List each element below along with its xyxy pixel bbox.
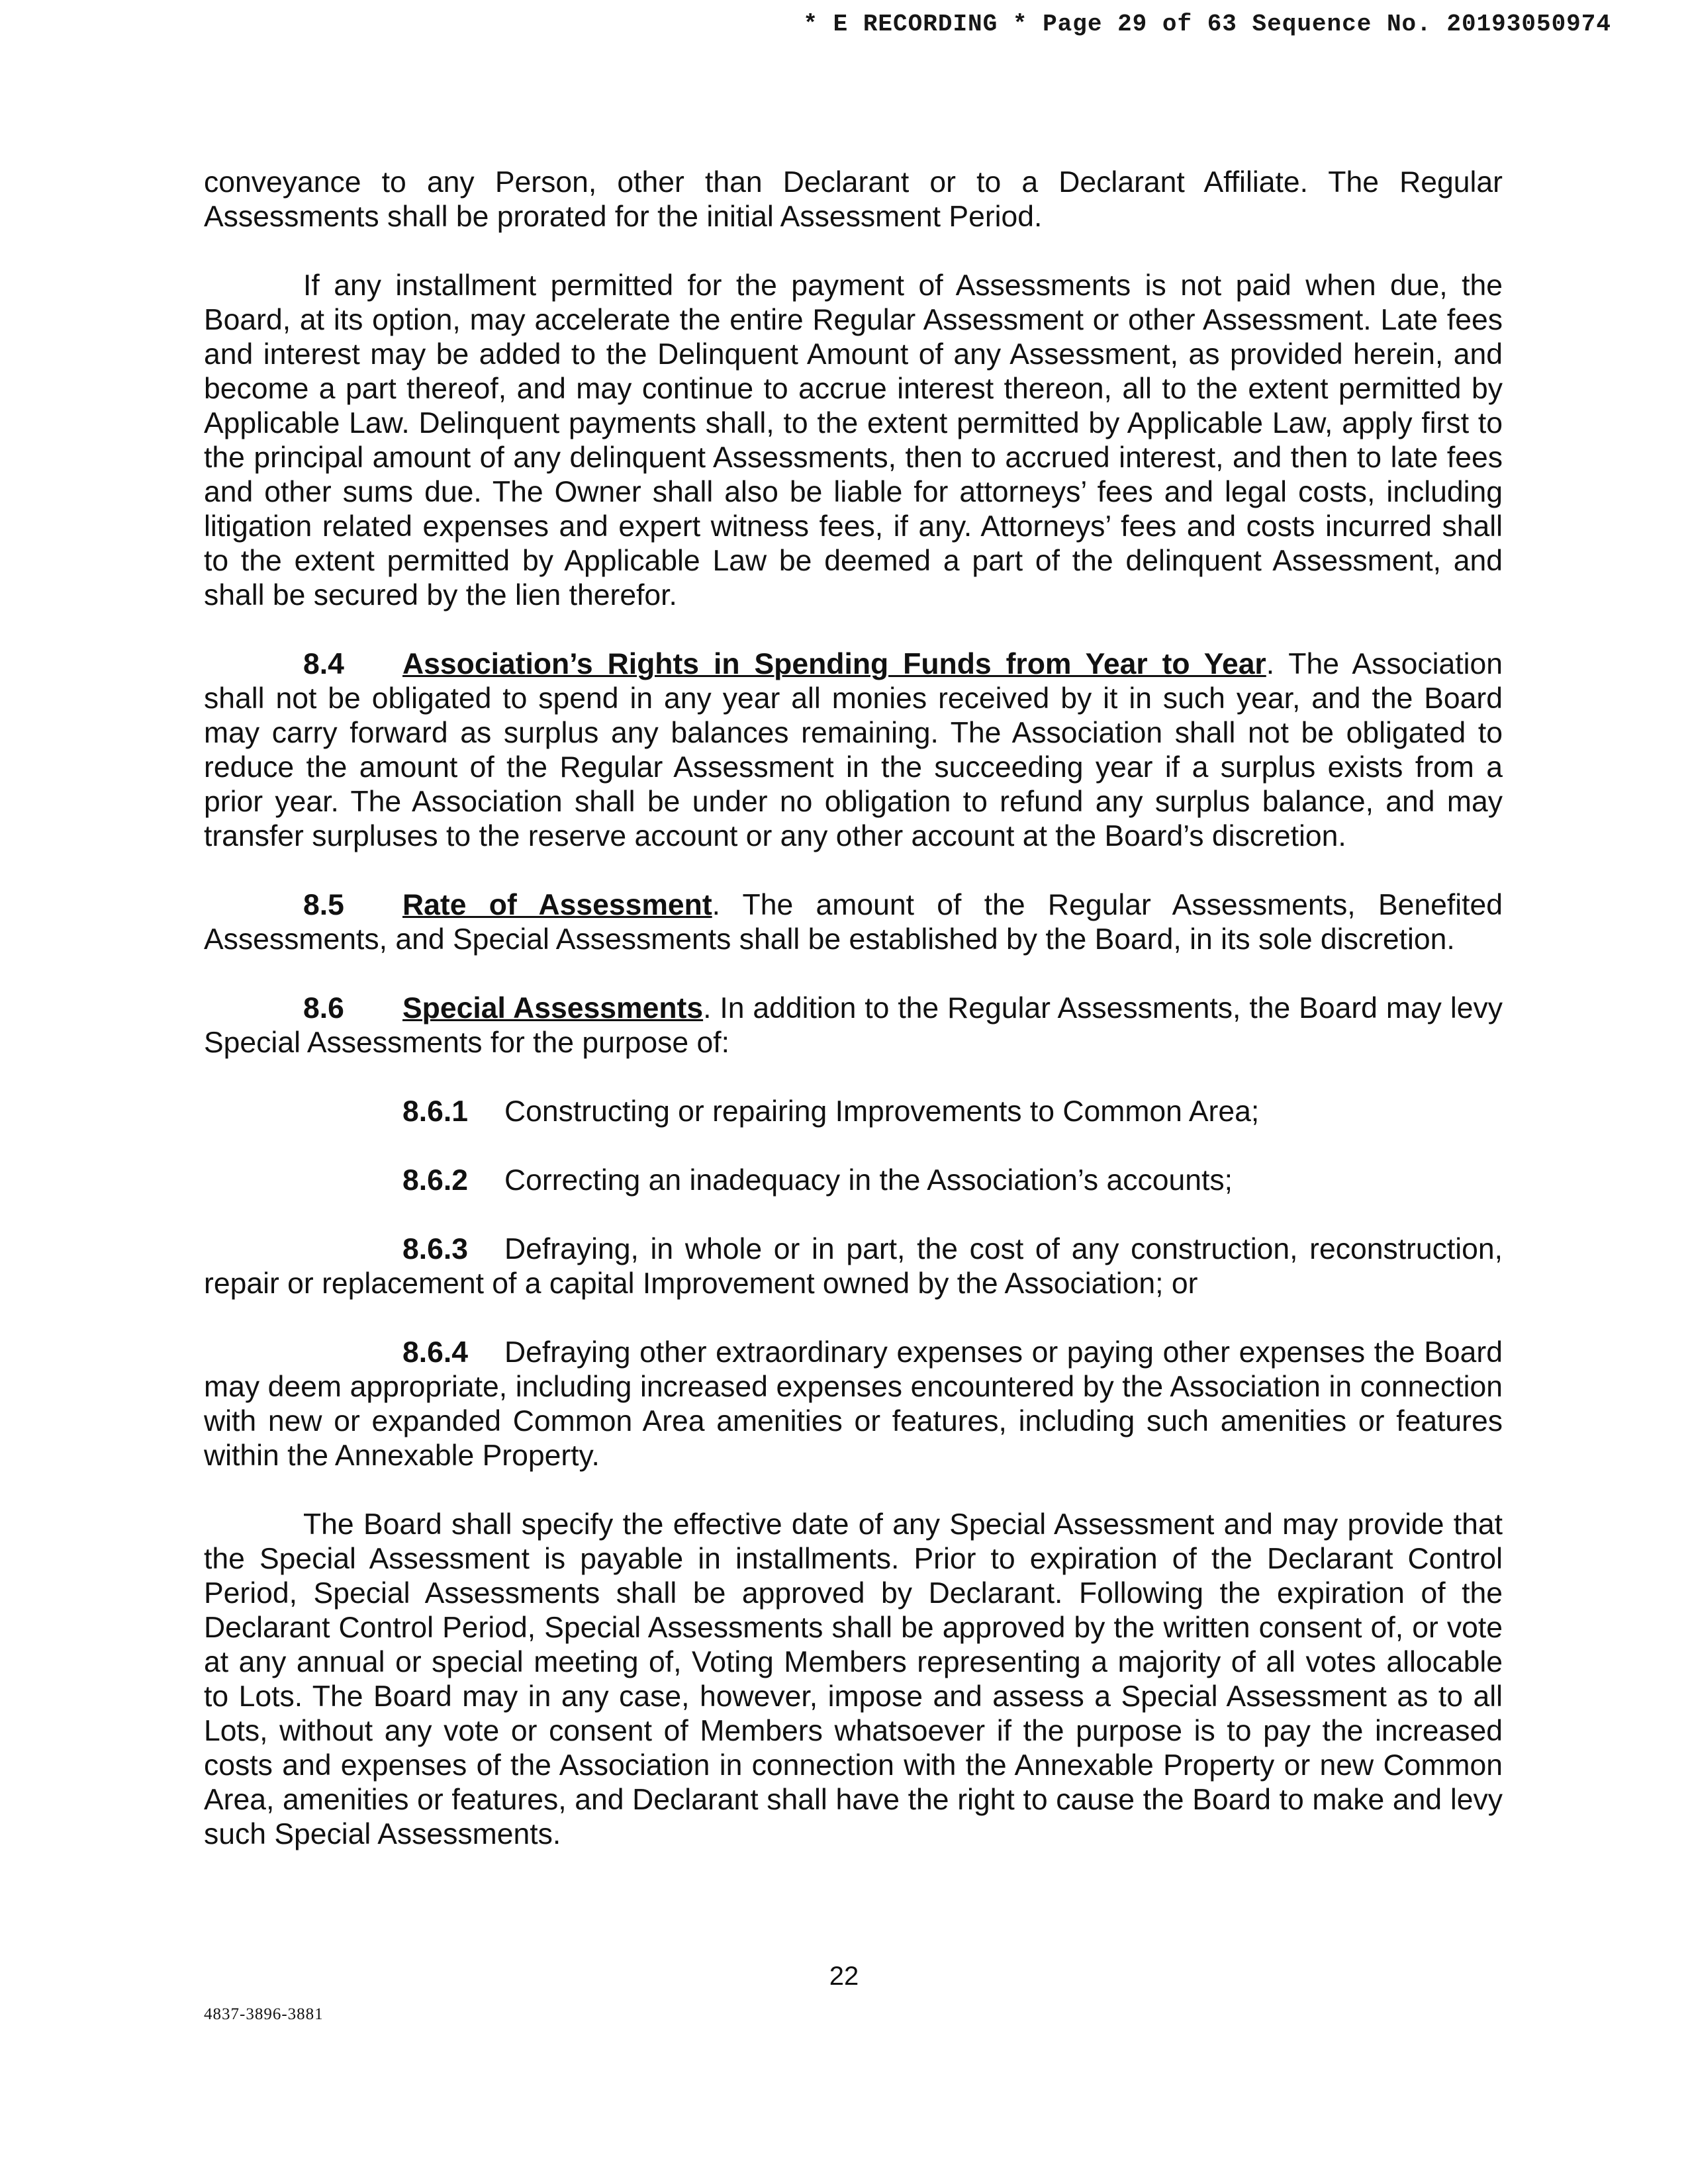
- paragraph-installment: If any installment permitted for the payment of Assessments is not paid when due, the Board, at its option, may accelerate the entire Regular Assessment or other Assessment. Late fees and interest may be added to the Delinquent Amount of any Assessment, as provided herein, and become a part thereof, and may continue to accrue interest thereon, all to the extent permitted by Applicable Law. Delinquent payments shall, to the extent permitted by Applicable Law, apply first to the principal amount of any delinquent Assessments, then to accrued interest, and then to late fees and other sums due. The Owner shall also be liable for attorneys’ fees and legal costs, including litigation related expenses and expert witness fees, if any. Attorneys’ fees and costs incurred shall to the extent permitted by Applicable Law be deemed a part of the delinquent Assessment, and shall be secured by the lien therefor.: [204, 269, 1503, 612]
- subsection-8-6-4: [204, 1336, 1503, 1473]
- subsection-text: Defraying other extraordinary expenses or paying other expenses the Board may deem appropriate, including increased expenses encountered by the Association in connection with new or expanded Common Area amenities or features, including such amenities or features within the Annexable Property.: [204, 1336, 1503, 1472]
- subsection-8-6-3: [204, 1232, 1503, 1301]
- recording-header: * E RECORDING * Page 29 of 63 Sequence No. 20193050974: [803, 11, 1611, 38]
- section-number: 8.5: [303, 889, 344, 921]
- section-number: 8.6: [303, 992, 344, 1024]
- section-8-5: [204, 888, 1503, 957]
- page-number: 22: [829, 1962, 859, 1991]
- subsection-text: Constructing or repairing Improvements to Common Area;: [504, 1095, 1260, 1128]
- paragraph-conveyance: conveyance to any Person, other than Declarant or to a Declarant Affiliate. The Regular Assessments shall be prorated for the initial Assessment Period.: [204, 166, 1503, 233]
- section-heading: Association’s Rights in Spending Funds from Year to Year: [402, 648, 1266, 680]
- section-heading: Rate of Assessment: [402, 889, 712, 921]
- subsection-number: 8.6.1: [402, 1095, 468, 1128]
- subsection-8-6-1: [204, 1095, 1503, 1129]
- document-body: [204, 165, 1503, 1852]
- subsection-number: 8.6.2: [402, 1164, 468, 1197]
- subsection-number: 8.6.4: [402, 1336, 468, 1369]
- document-id: 4837-3896-3881: [204, 2005, 324, 2023]
- section-body: . The Association shall not be obligated to spend in any year all monies received by it in such year, and the Board may carry forward as surplus any balances remaining. The Association shall not be obligated to reduce the amount of the Regular Assessment in the succeeding year if a surplus exists from a prior year. The Association shall be under no obligation to refund any surplus balance, and may transfer surpluses to the reserve account or any other account at the Board’s discretion.: [204, 648, 1503, 852]
- subsection-text: Correcting an inadequacy in the Association’s accounts;: [504, 1164, 1233, 1197]
- section-8-6: [204, 991, 1503, 1060]
- section-body: . The amount of the Regular Assessments, Benefited Assessments, and Special Assessments shall be established by the Board, in its sole discretion.: [204, 889, 1503, 956]
- section-body: . In addition to the Regular Assessments, the Board may levy Special Assessments for the purpose of:: [204, 992, 1503, 1059]
- subsection-number: 8.6.3: [402, 1233, 468, 1265]
- section-number: 8.4: [303, 648, 344, 680]
- subsection-text: Defraying, in whole or in part, the cost of any construction, reconstruction, repair or replacement of a capital Improvement owned by the Association; or: [204, 1233, 1503, 1300]
- subsection-8-6-2: [204, 1163, 1503, 1198]
- section-heading: Special Assessments: [402, 992, 704, 1024]
- section-8-4: [204, 647, 1503, 854]
- paragraph-special-assessment-approval: The Board shall specify the effective date of any Special Assessment and may provide that the Special Assessment is payable in installments. Prior to expiration of the Declarant Control Period, Special Assessments shall be approved by Declarant. Following the expiration of the Declarant Control Period, Special Assessments shall be approved by the written consent of, or vote at any annual or special meeting of, Voting Members representing a majority of all votes allocable to Lots. The Board may in any case, however, impose and assess a Special Assessment as to all Lots, without any vote or consent of Members whatsoever if the purpose is to pay the increased costs and expenses of the Association in connection with the Annexable Property or new Common Area, amenities or features, and Declarant shall have the right to cause the Board to make and levy such Special Assessments.: [204, 1508, 1503, 1850]
